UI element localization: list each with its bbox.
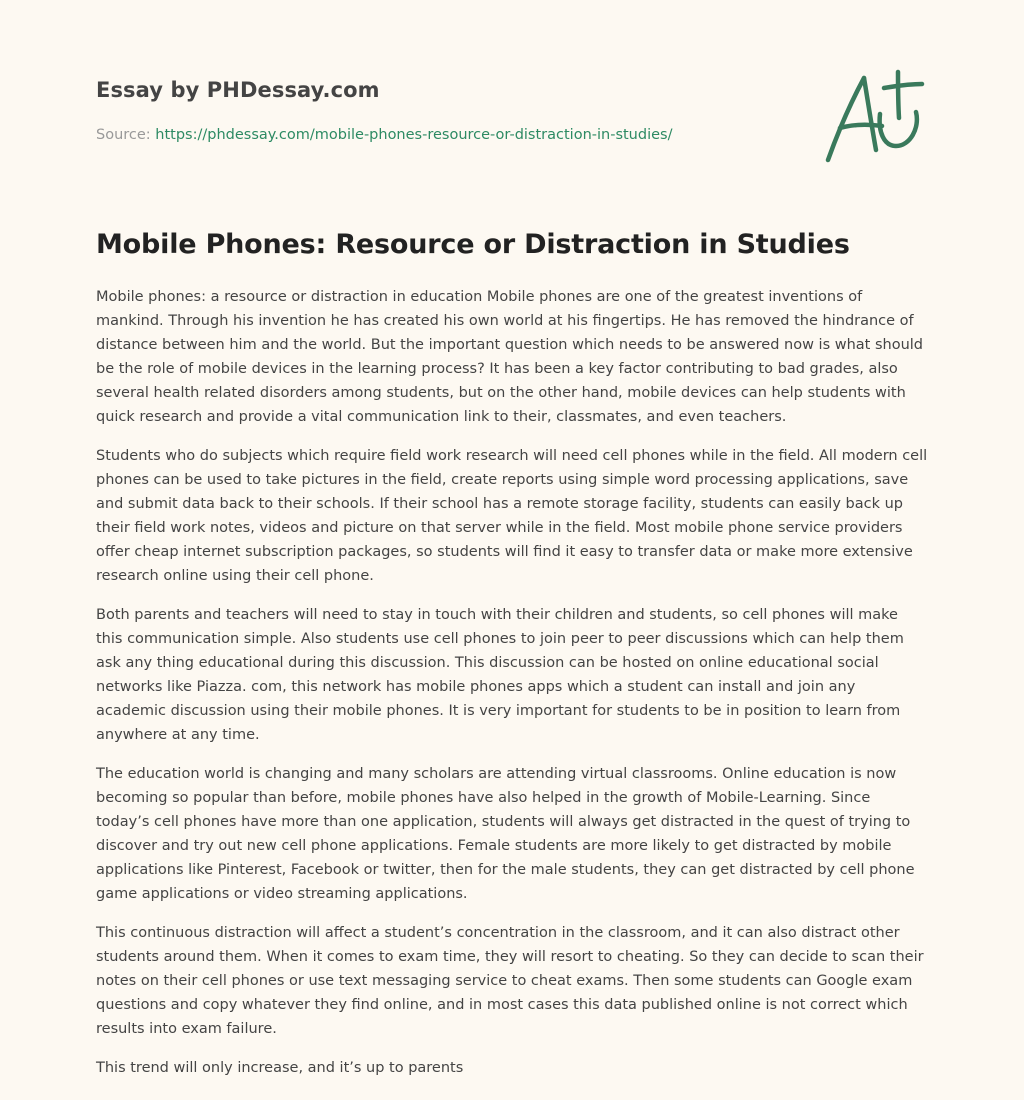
essay-paragraph: Mobile phones: a resource or distraction in education Mobile phones are one of the greatest inventions of mankind. Through his invention he has created his own world at his fingertips. He has removed the hindrance of distance between him and the world. But the important question which needs to be answered now is what should be the role of mobile devices in the learning process? It has been a key factor contributing to bad grades, also several health related disorders among students, but on the other hand, mobile devices can help students with quick research and provide a vital communication link to their, classmates, and even teachers.: [96, 289, 924, 425]
essay-paragraph: This continuous distraction will affect a student’s concentration in the classroom, and it can also distract other students around them. When it comes to exam time, they will resort to cheating. So they can decide to scan their notes on their cell phones or use text messaging service to cheat exams. Then some students can Google exam questions and copy whatever they find online, and in most cases this data published online is not correct which results into exam failure.: [96, 925, 924, 1037]
essay-body: [96, 285, 928, 1095]
source-line: [96, 125, 796, 145]
source-link[interactable]: https://phdessay.com/mobile-phones-resource-or-distraction-in-studies/: [155, 127, 673, 143]
source-label: Source:: [96, 127, 151, 143]
site-title: Essay by PHDessay.com: [96, 78, 380, 102]
a-plus-logo-icon: [822, 66, 928, 166]
page-header: [96, 74, 796, 145]
essay-paragraph: This trend will only increase, and it’s up to parents: [96, 1060, 464, 1076]
essay-paragraph: Students who do subjects which require field work research will need cell phones while in the field. All modern cell phones can be used to take pictures in the field, create reports using simple word processing applications, save and submit data back to their schools. If their school has a remote storage facility, students can easily back up their field work notes, videos and picture on that server while in the field. Most mobile phone service providers offer cheap internet subscription packages, so students will find it easy to transfer data or make more extensive research online using their cell phone.: [96, 448, 928, 584]
essay-paragraph: Both parents and teachers will need to stay in touch with their children and students, so cell phones will make this communication simple. Also students use cell phones to join peer to peer discussions which can help them ask any thing educational during this discussion. This discussion can be hosted on online educational social networks like Piazza. com, this network has mobile phones apps which a student can install and join any academic discussion using their mobile phones. It is very important for students to be in position to learn from anywhere at any time.: [96, 607, 904, 743]
essay-paragraph: The education world is changing and many scholars are attending virtual classrooms. Online education is now becoming so popular than before, mobile phones have also helped in the growth of Mobile-Learning. Since today’s cell phones have more than one application, students will always get distracted in the quest of trying to discover and try out new cell phone applications. Female students are more likely to get distracted by mobile applications like Pinterest, Facebook or twitter, then for the male students, they can get distracted by cell phone game applications or video streaming applications.: [96, 766, 915, 902]
a-plus-logo-graphic: [822, 66, 928, 166]
essay-title: Mobile Phones: Resource or Distraction in Studies: [96, 229, 850, 260]
